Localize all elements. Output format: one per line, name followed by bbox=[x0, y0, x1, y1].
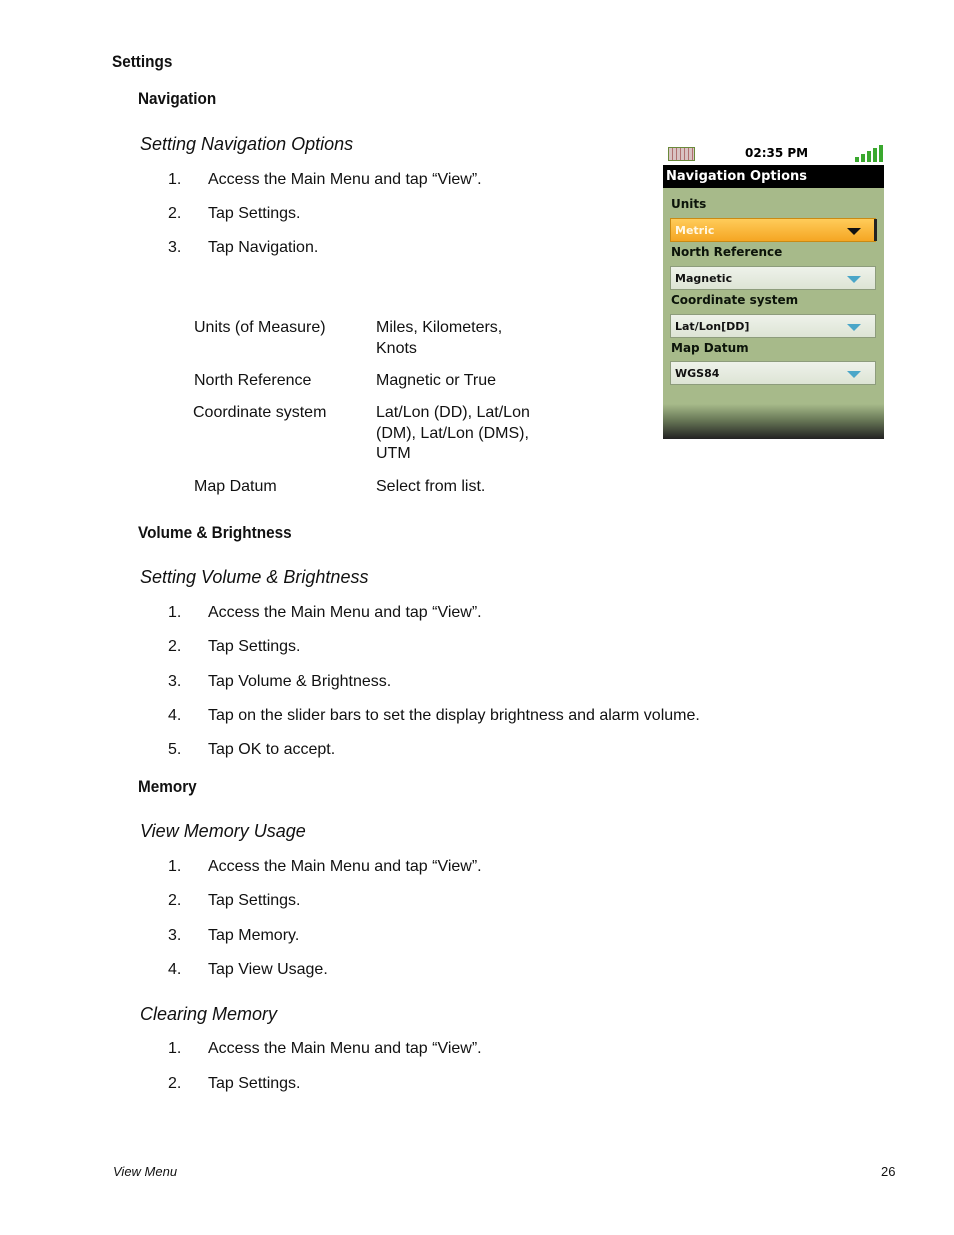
volume-step-2: Tap Settings. bbox=[208, 638, 301, 655]
nav-step-3: Tap Navigation. bbox=[208, 239, 319, 256]
memory-clear-subheading: Clearing Memory bbox=[140, 1004, 278, 1024]
step-number: 5. bbox=[168, 741, 182, 758]
memory-heading: Memory bbox=[138, 777, 197, 796]
table-row-option: Map Datum bbox=[194, 478, 277, 495]
step-number: 1. bbox=[168, 171, 182, 188]
step-number: 2. bbox=[168, 638, 182, 655]
memory-view-subheading: View Memory Usage bbox=[140, 821, 306, 841]
table-row-values: Lat/Lon (DD), Lat/Lon (DM), Lat/Lon (DMS), UTM bbox=[376, 404, 530, 462]
footer-section-name: View Menu bbox=[113, 1164, 178, 1179]
signal-strength-icon bbox=[853, 145, 883, 162]
map-datum-dropdown[interactable] bbox=[670, 361, 876, 385]
memory-view-step-4: Tap View Usage. bbox=[208, 961, 328, 978]
step-number: 1. bbox=[168, 1040, 182, 1057]
table-row-values: Miles, Kilometers, Knots bbox=[376, 319, 503, 357]
memory-view-step-2: Tap Settings. bbox=[208, 892, 301, 909]
step-number: 3. bbox=[168, 673, 182, 690]
units-value: Metric bbox=[675, 224, 715, 237]
device-clock: 02:35 PM bbox=[745, 146, 809, 160]
step-number: 3. bbox=[168, 239, 182, 256]
units-dropdown[interactable] bbox=[670, 218, 876, 242]
north-reference-value: Magnetic bbox=[675, 272, 733, 285]
step-number: 1. bbox=[168, 604, 182, 621]
device-screen-title: Navigation Options bbox=[666, 169, 807, 184]
step-number: 3. bbox=[168, 927, 182, 944]
step-number: 2. bbox=[168, 1075, 182, 1092]
memory-clear-step-2: Tap Settings. bbox=[208, 1075, 301, 1092]
section-title: Settings bbox=[112, 52, 173, 71]
device-bottom-bar bbox=[663, 404, 884, 439]
volume-heading: Volume & Brightness bbox=[138, 523, 292, 542]
north-reference-label: North Reference bbox=[671, 245, 783, 259]
table-row-option: Coordinate system bbox=[193, 404, 327, 421]
chevron-down-icon bbox=[847, 371, 861, 378]
coordinate-system-value: Lat/Lon[DD] bbox=[675, 320, 750, 333]
volume-step-5: Tap OK to accept. bbox=[208, 741, 336, 758]
page-number: 26 bbox=[881, 1164, 896, 1179]
device-navigation-options-screenshot bbox=[663, 142, 884, 439]
table-row-option: Units (of Measure) bbox=[194, 319, 326, 336]
device-status-bar bbox=[663, 142, 884, 165]
navigation-subheading: Setting Navigation Options bbox=[140, 134, 354, 154]
coordinate-system-label: Coordinate system bbox=[671, 293, 799, 307]
step-number: 4. bbox=[168, 961, 182, 978]
chevron-down-icon bbox=[847, 228, 861, 235]
memory-clear-step-1: Access the Main Menu and tap “View”. bbox=[208, 1040, 482, 1057]
step-number: 4. bbox=[168, 707, 182, 724]
battery-icon bbox=[668, 147, 695, 161]
volume-step-4: Tap on the slider bars to set the display brightness and alarm volume. bbox=[208, 707, 700, 724]
step-number: 2. bbox=[168, 205, 182, 222]
volume-step-1: Access the Main Menu and tap “View”. bbox=[208, 604, 482, 621]
step-number: 2. bbox=[168, 892, 182, 909]
map-datum-label: Map Datum bbox=[671, 341, 749, 355]
chevron-down-icon bbox=[847, 276, 861, 283]
memory-view-step-1: Access the Main Menu and tap “View”. bbox=[208, 858, 482, 875]
navigation-heading: Navigation bbox=[138, 89, 217, 108]
north-reference-dropdown[interactable] bbox=[670, 266, 876, 290]
coordinate-system-dropdown[interactable] bbox=[670, 314, 876, 338]
volume-subheading: Setting Volume & Brightness bbox=[140, 567, 369, 587]
device-title-bar bbox=[663, 165, 884, 188]
memory-view-step-3: Tap Memory. bbox=[208, 927, 300, 944]
map-datum-value: WGS84 bbox=[675, 367, 720, 380]
nav-step-1: Access the Main Menu and tap “View”. bbox=[208, 171, 482, 188]
table-row-option: North Reference bbox=[194, 372, 312, 389]
step-number: 1. bbox=[168, 858, 182, 875]
table-row-values: Magnetic or True bbox=[376, 372, 497, 389]
chevron-down-icon bbox=[847, 324, 861, 331]
volume-step-3: Tap Volume & Brightness. bbox=[208, 673, 392, 690]
table-row-values: Select from list. bbox=[376, 478, 486, 495]
nav-step-2: Tap Settings. bbox=[208, 205, 301, 222]
units-label: Units bbox=[671, 197, 707, 211]
